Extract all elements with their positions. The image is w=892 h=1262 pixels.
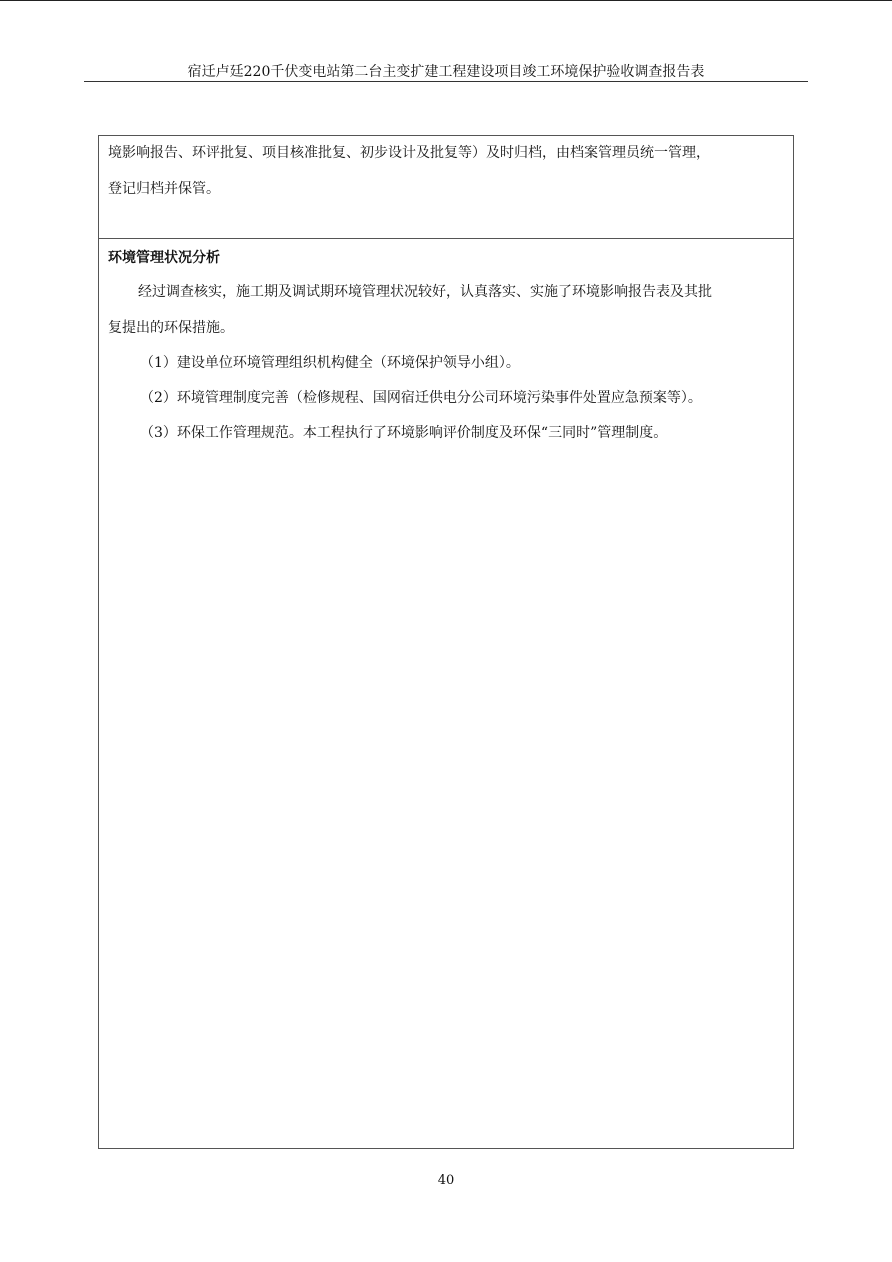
page-top-border: [0, 0, 892, 1]
list-item: （1）建设单位环境管理组织机构健全（环境保护领导小组）。: [140, 355, 520, 371]
page-number: 40: [437, 1173, 455, 1188]
paragraph-line: 经过调查核实，施工期及调试期环境管理状况较好，认真落实、实施了环境影响报告表及其批: [138, 284, 712, 300]
report-table: [98, 135, 794, 1149]
table-cell-continued-text: [99, 136, 793, 239]
header-rule: [84, 81, 808, 82]
section-title: 环境管理状况分析: [108, 250, 220, 266]
running-header: 宿迁卢廷220千伏变电站第二台主变扩建工程建设项目竣工环境保护验收调查报告表: [187, 64, 705, 80]
text-line: 境影响报告、环评批复、项目核准批复、初步设计及批复等）及时归档，由档案管理员统一管理，: [108, 145, 710, 161]
paragraph-line: 复提出的环保措施。: [108, 320, 234, 336]
list-item: （3）环保工作管理规范。本工程执行了环境影响评价制度及环保“三同时”管理制度。: [140, 425, 668, 441]
text-line: 登记归档并保管。: [108, 181, 220, 197]
table-cell-management-analysis: [99, 239, 793, 1148]
list-item: （2）环境管理制度完善（检修规程、国网宿迁供电分公司环境污染事件处置应急预案等）。: [140, 390, 702, 406]
